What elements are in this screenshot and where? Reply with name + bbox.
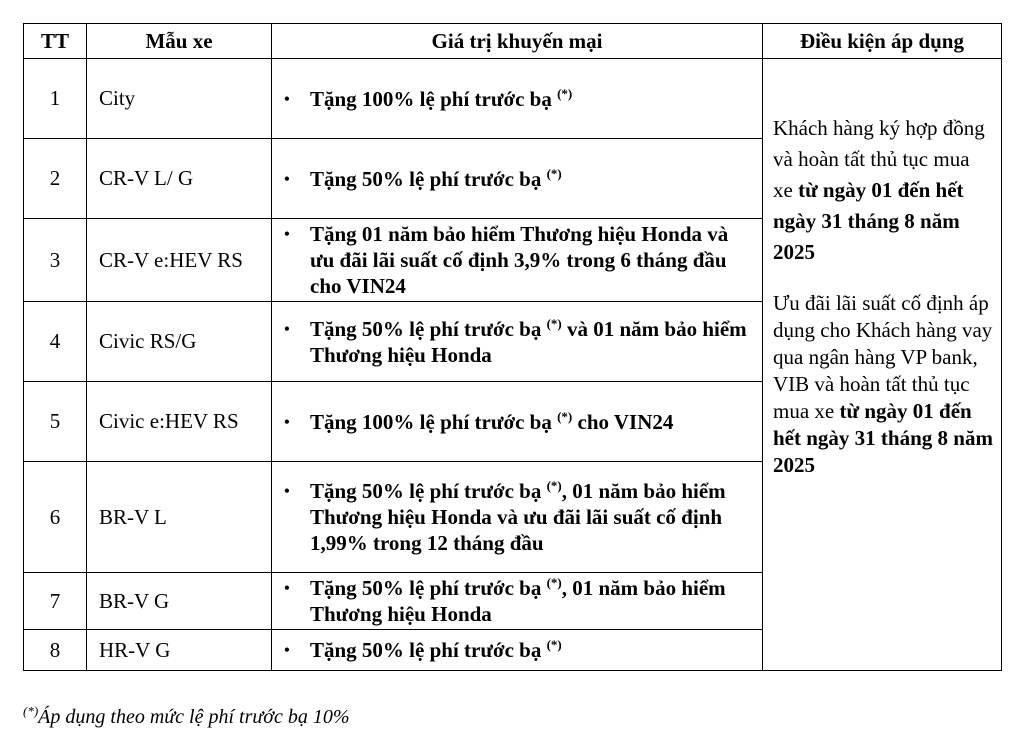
car-model: CR-V L/ G	[87, 139, 272, 219]
table-row	[24, 59, 1002, 139]
conditions-purchase: Khách hàng ký hợp đồng và hoàn tất thủ tục mua xe từ ngày 01 đến hết ngày 31 tháng 8 năm 2025	[773, 116, 985, 264]
car-model: City	[87, 59, 272, 139]
footnote-marker: (*)	[546, 637, 562, 652]
footnote-marker: (*)	[546, 478, 562, 493]
footnote-marker: (*)	[546, 315, 562, 331]
car-model: HR-V G	[87, 630, 272, 671]
header-model: Mẫu xe	[87, 24, 272, 59]
promotion-value	[272, 139, 763, 219]
table-header-row	[24, 24, 1002, 59]
row-number: 6	[24, 462, 87, 573]
row-number: 3	[24, 219, 87, 302]
promotion-text: Tặng 50% lệ phí trước bạ (*) và 01 năm bảo hiểm Thương hiệu Honda	[310, 315, 747, 367]
footnote-marker: (*)	[546, 165, 562, 181]
bullet-icon: •	[283, 481, 290, 501]
footnote-marker: (*)	[546, 575, 562, 590]
promotion-value	[272, 573, 763, 630]
car-model: CR-V e:HEV RS	[87, 219, 272, 302]
header-conditions: Điều kiện áp dụng	[763, 24, 1002, 59]
promotion-text: Tặng 50% lệ phí trước bạ (*)	[310, 637, 562, 662]
header-tt: TT	[24, 24, 87, 59]
car-model: Civic e:HEV RS	[87, 382, 272, 462]
header-offer: Giá trị khuyến mại	[272, 24, 763, 59]
row-number: 5	[24, 382, 87, 462]
promotion-text: Tặng 100% lệ phí trước bạ (*)	[310, 85, 573, 111]
promotion-table	[23, 23, 1002, 671]
bullet-icon: •	[283, 318, 290, 339]
promotion-value	[272, 382, 763, 462]
row-number: 1	[24, 59, 87, 139]
bullet-icon: •	[283, 168, 290, 189]
promotion-value	[272, 219, 763, 302]
promotion-text: Tặng 01 năm bảo hiểm Thương hiệu Honda và ưu đãi lãi suất cố định 3,9% trong 6 tháng đầu cho VIN24	[310, 222, 729, 298]
promotion-text: Tặng 50% lệ phí trước bạ (*), 01 năm bảo hiểm Thương hiệu Honda	[310, 575, 726, 626]
bullet-icon: •	[283, 578, 290, 598]
footnote-marker: (*)	[557, 85, 573, 101]
footnote	[23, 703, 350, 731]
row-number: 2	[24, 139, 87, 219]
promotion-value	[272, 630, 763, 671]
promotion-text: Tặng 100% lệ phí trước bạ (*) cho VIN24	[310, 408, 674, 434]
car-model: BR-V L	[87, 462, 272, 573]
bullet-icon: •	[283, 640, 290, 660]
promotion-text: Tặng 50% lệ phí trước bạ (*), 01 năm bảo hiểm Thương hiệu Honda và ưu đãi lãi suất cố định 1,99% trong 12 tháng đầu	[310, 478, 726, 555]
footnote-text: Áp dụng theo mức lệ phí trước bạ 10%	[38, 706, 350, 728]
car-model: BR-V G	[87, 573, 272, 630]
row-number: 8	[24, 630, 87, 671]
row-number: 4	[24, 302, 87, 382]
bullet-icon: •	[283, 88, 290, 109]
promotion-value	[272, 462, 763, 573]
conditions-interest: Ưu đãi lãi suất cố định áp dụng cho Khách hàng vay qua ngân hàng VP bank, VIB và hoàn tất thủ tục mua xe từ ngày 01 đến hết ngày 31 tháng 8 năm 2025	[773, 291, 993, 477]
promotion-text: Tặng 50% lệ phí trước bạ (*)	[310, 165, 562, 191]
bullet-icon: •	[283, 411, 290, 432]
conditions-cell	[763, 59, 1002, 671]
promotion-value	[272, 59, 763, 139]
bullet-icon: •	[283, 224, 290, 244]
car-model: Civic RS/G	[87, 302, 272, 382]
footnote-marker: (*)	[23, 703, 39, 719]
footnote-marker: (*)	[557, 408, 573, 424]
promotion-value	[272, 302, 763, 382]
row-number: 7	[24, 573, 87, 630]
